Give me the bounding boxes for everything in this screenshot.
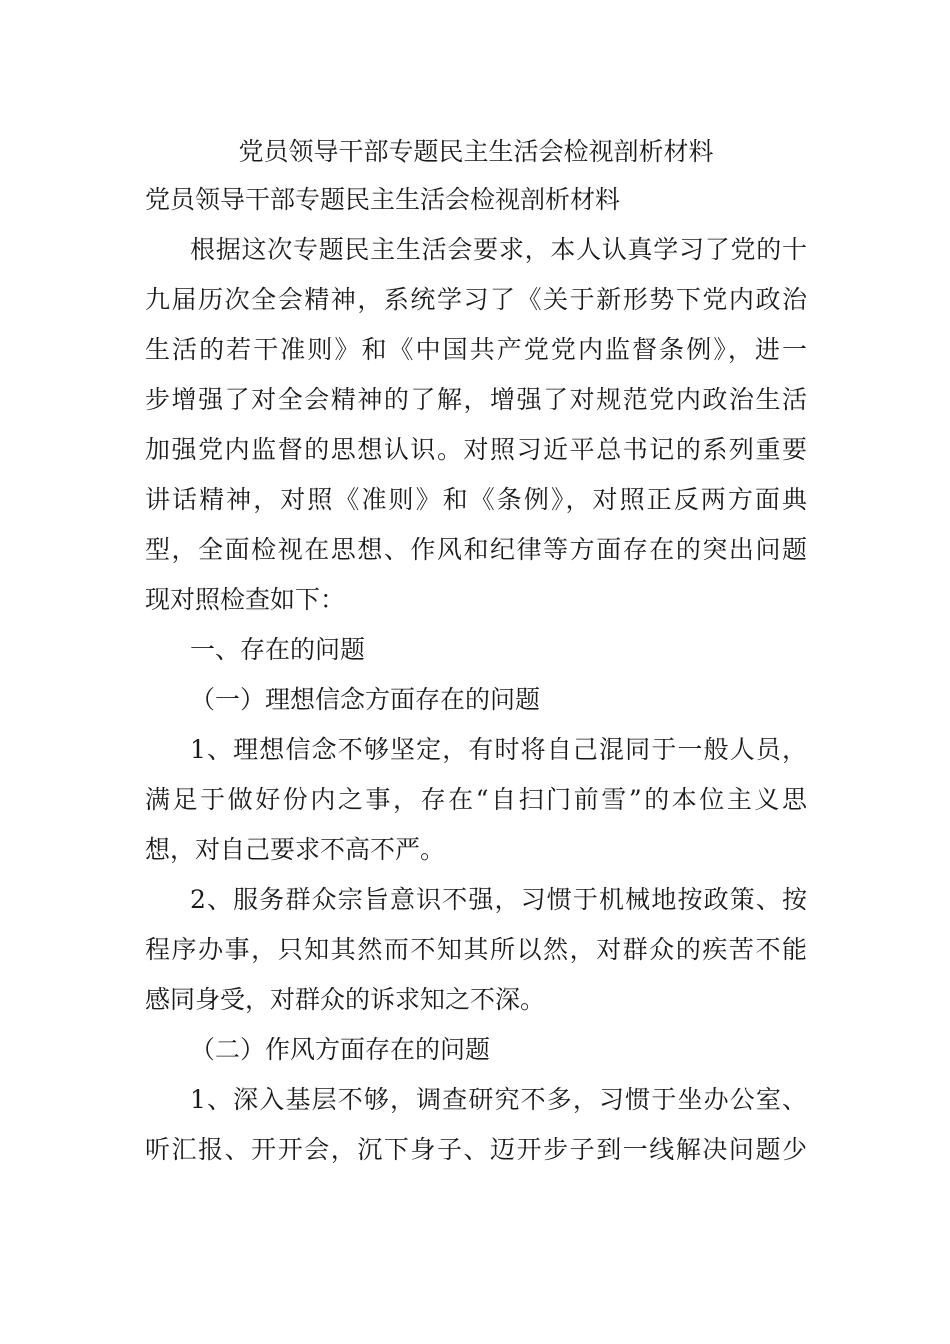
paragraph-line: 感同身受，对群众的诉求知之不深。 [145,985,546,1014]
section-heading: 一、存在的问题 [190,635,366,664]
document-body [145,128,807,1175]
paragraph-line: 讲话精神，对照《准则》和《条例》，对照正反两方面典 [145,485,807,514]
paragraph-line: 听汇报、开开会，沉下身子、迈开步子到一线解决问题少 [145,1135,807,1164]
paragraph-line: 九届历次全会精神，系统学习了《关于新形势下党内政治 [145,285,807,314]
paragraph-line: 想，对自己要求不高不严。 [145,835,446,864]
paragraph-line: 根据这次专题民主生活会要求，本人认真学习了党的十 [190,235,807,264]
paragraph-line: 2、服务群众宗旨意识不强，习惯于机械地按政策、按 [190,885,807,914]
paragraph-line: 生活的若干准则》和《中国共产党党内监督条例》，进一 [145,335,807,364]
paragraph-line: 现对照检查如下： [145,585,346,614]
document-heading: 党员领导干部专题民主生活会检视剖析材料 [145,185,621,214]
item-paragraph [145,875,807,1025]
paragraph-line: 加强党内监督的思想认识。对照习近平总书记的系列重要 [145,435,807,464]
item-paragraph [145,1075,807,1175]
paragraph-line: 型，全面检视在思想、作风和纪律等方面存在的突出问题 [145,535,807,564]
subsection-heading: （二）作风方面存在的问题 [190,1035,491,1064]
paragraph-line: 1、理想信念不够坚定，有时将自己混同于一般人员， [190,735,807,764]
document-title: 党员领导干部专题民主生活会检视剖析材料 [238,137,714,166]
paragraph-line: 满足于做好份内之事，存在“自扫门前雪”的本位主义思 [145,785,807,814]
paragraph-line: 步增强了对全会精神的了解，增强了对规范党内政治生活 [145,385,807,414]
paragraph-line: 程序办事，只知其然而不知其所以然，对群众的疾苦不能 [145,935,807,964]
paragraph-line: 1、深入基层不够，调查研究不多，习惯于坐办公室、 [190,1085,807,1114]
item-paragraph [145,725,807,875]
subsection-heading: （一）理想信念方面存在的问题 [190,685,541,714]
intro-paragraph [145,225,807,625]
